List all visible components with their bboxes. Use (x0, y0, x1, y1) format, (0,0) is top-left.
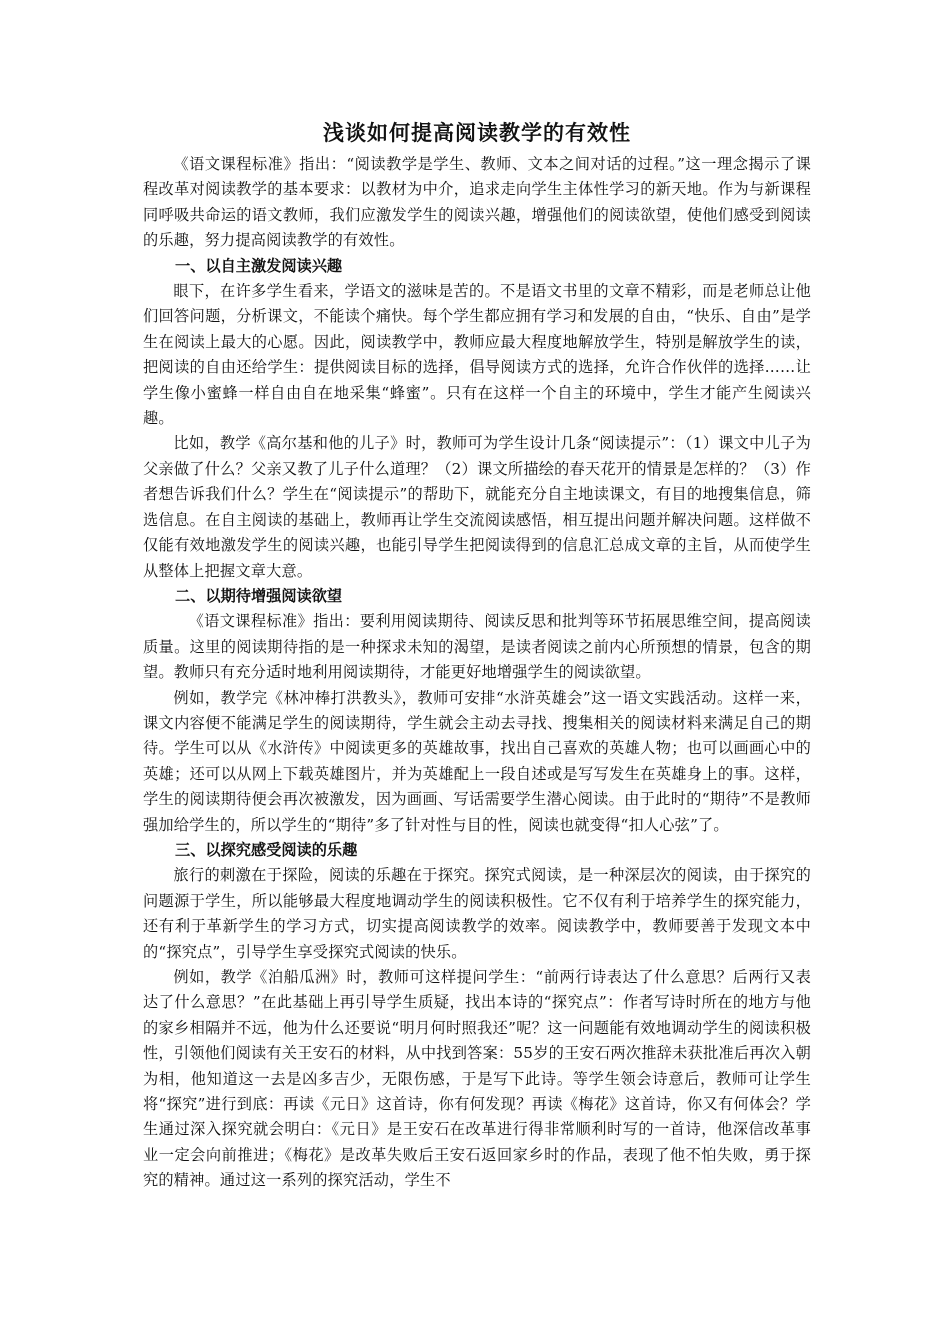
section-1-paragraph-1: 眼下，在许多学生看来，学语文的滋味是苦的。不是语文书里的文章不精彩，而是老师总让他们回答问题，分析课文，不能读个痛快。每个学生都应拥有学习和发展的自由，“快乐、自由”是学生在阅读上最大的心愿。因此，阅读教学中，教师应最大程度地解放学生，特别是解放学生的读，把阅读的自由还给学生：提供阅读目标的选择，倡导阅读方式的选择，允许合作伙伴的选择……让学生像小蜜蜂一样自由自在地采集“蜂蜜”。只有在这样一个自主的环境中，学生才能产生阅读兴趣。 (143, 282, 811, 428)
section-2-paragraph-1: 《语文课程标准》指出：要利用阅读期待、阅读反思和批判等环节拓展思维空间，提高阅读质量。这里的阅读期待指的是一种探求未知的渴望，是读者阅读之前内心所预想的情景，包含的期望。教师只有充分适时地利用阅读期待，才能更好地增强学生的阅读欲望。 (143, 612, 811, 682)
section-3-heading: 三、以探究感受阅读的乐趣 (175, 840, 358, 859)
section-1-paragraph-2: 比如，教学《高尔基和他的儿子》时，教师可为学生设计几条“阅读提示”：（1）课文中儿子为父亲做了什么？父亲又教了儿子什么道理？（2）课文所描绘的春天花开的情景是怎样的？（3）作者想告诉我们什么？学生在“阅读提示”的帮助下，就能充分自主地读课文，有目的地搜集信息，筛选信息。在自主阅读的基础上，教师再让学生交流阅读感悟，相互提出问题并解决问题。这样做不仅能有效地激发学生的阅读兴趣，也能引导学生把阅读得到的信息汇总成文章的主旨，从而使学生从整体上把握文章大意。 (143, 434, 811, 580)
section-1-heading: 一、以自主激发阅读兴趣 (175, 256, 343, 275)
section-2-paragraph-2: 例如，教学完《林冲棒打洪教头》，教师可安排“水浒英雄会”这一语文实践活动。这样一来，课文内容便不能满足学生的阅读期待，学生就会主动去寻找、搜集相关的阅读材料来满足自己的期待。学生可以从《水浒传》中阅读更多的英雄故事，找出自己喜欢的英雄人物；也可以画画心中的英雄；还可以从网上下载英雄图片，并为英雄配上一段自述或是写写发生在英雄身上的事。这样，学生的阅读期待便会再次被激发，因为画画、写话需要学生潜心阅读。由于此时的“期待”不是教师强加给学生的，所以学生的“期待”多了针对性与目的性，阅读也就变得“扣人心弦”了。 (143, 688, 811, 834)
section-3-paragraph-1: 旅行的刺激在于探险，阅读的乐趣在于探究。探究式阅读，是一种深层次的阅读，由于探究的问题源于学生，所以能够最大程度地调动学生的阅读积极性。它不仅有利于培养学生的探究能力，还有利于革新学生的学习方式，切实提高阅读教学的效率。阅读教学中，教师要善于发现文本中的“探究点”，引导学生享受探究式阅读的快乐。 (143, 866, 811, 961)
intro-paragraph: 《语文课程标准》指出：“阅读教学是学生、教师、文本之间对话的过程。”这一理念揭示了课程改革对阅读教学的基本要求：以教材为中介，追求走向学生主体性学习的新天地。作为与新课程同呼吸共命运的语文教师，我们应激发学生的阅读兴趣，增强他们的阅读欲望，使他们感受到阅读的乐趣，努力提高阅读教学的有效性。 (143, 155, 811, 250)
document-page (143, 118, 811, 1194)
section-3-paragraph-2: 例如，教学《泊船瓜洲》时，教师可这样提问学生：“前两行诗表达了什么意思？后两行又表达了什么意思？”在此基础上再引导学生质疑，找出本诗的“探究点”：作者写诗时所在的地方与他的家乡相隔并不远，他为什么还要说“明月何时照我还”呢？这一问题能有效地调动学生的阅读积极性，引领他们阅读有关王安石的材料，从中找到答案：55岁的王安石两次推辞未获批准后再次入朝为相，他知道这一去是凶多吉少，无限伤感，于是写下此诗。等学生领会诗意后，教师可让学生将“探究”进行到底：再读《元日》这首诗，你有何发现？再读《梅花》这首诗，你又有何体会？学生通过深入探究就会明白：《元日》是王安石在改革进行得非常顺利时写的一首诗，他深信改革事业一定会向前推进；《梅花》是改革失败后王安石返回家乡时的作品，表现了他不怕失败，勇于探究的精神。通过这一系列的探究活动，学生不 (143, 968, 811, 1190)
section-2-heading: 二、以期待增强阅读欲望 (175, 586, 343, 605)
document-title: 浅谈如何提高阅读教学的有效性 (323, 120, 631, 145)
